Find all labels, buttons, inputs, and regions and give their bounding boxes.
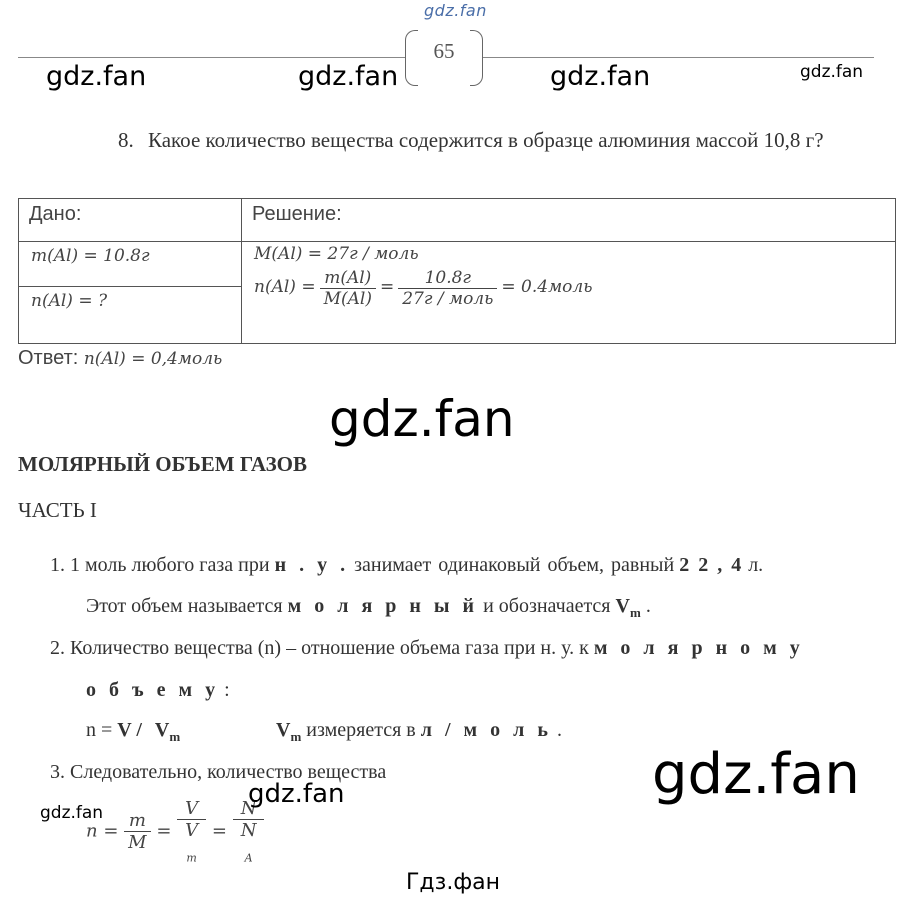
item-1-symbol-m: m (629, 605, 641, 620)
section-title: МОЛЯРНЫЙ ОБЪЕМ ГАЗОВ (18, 452, 307, 476)
frac-v-num: V (177, 798, 206, 820)
item-1-text-f: Этот объем называется (86, 595, 283, 617)
question-number: 8. (118, 128, 134, 152)
watermark-header-1: gdz.fan (46, 61, 147, 92)
part-title: ЧАСТЬ I (18, 498, 97, 522)
item-2-text-a: Количество вещества (n) – отношение объема газа при н. у. к (70, 637, 589, 659)
formula-frac-m (124, 810, 150, 853)
item-1-line-2 (86, 595, 651, 621)
item-3-number: 3. (50, 761, 65, 783)
frac1-denominator: M(Al) (323, 289, 372, 309)
formula-eq-2: = (211, 820, 227, 842)
watermark-formula-small: gdz.fan (40, 803, 104, 823)
frac2-numerator: 10.8г (398, 268, 497, 289)
question-text: Какое количество вещества содержится в образце алюминия массой 10,8 г? (148, 128, 824, 152)
item-1-answer-molar: м о л я р н ы й (287, 595, 479, 617)
molar-mass-line: M(Al) = 27г / моль (254, 244, 419, 264)
answer-line (18, 347, 222, 370)
units-period: . (556, 719, 562, 741)
watermark-header-small: gdz.fan (800, 62, 864, 82)
frac-n-den-sub: A (244, 851, 253, 865)
page-number: 65 (433, 39, 455, 63)
item-1-text-e: л. (748, 554, 764, 576)
quantity-formula (86, 798, 264, 865)
given-cell-1 (19, 242, 242, 287)
given-mass: m(Al) = 10.8г (31, 246, 150, 266)
frac2-denominator: 27г / моль (402, 289, 494, 309)
watermark-center: gdz.fan (329, 390, 515, 448)
item-1-text-h: и обозначается (483, 595, 611, 617)
frac-n-num: N (233, 798, 265, 820)
calc-result: = 0.4моль (501, 277, 593, 298)
units-v: V (276, 719, 291, 741)
item-2-line-1 (50, 637, 804, 660)
fraction-mass-over-molar (320, 268, 376, 309)
item-1-symbol-v: V (615, 595, 630, 617)
frac1-numerator: m(Al) (320, 268, 376, 289)
item-1-answer-volume: 2 2 , 4 (679, 554, 744, 576)
watermark-header-3: gdz.fan (550, 61, 651, 92)
frac-n-den: N (240, 820, 257, 841)
formula-v-sub: m (169, 729, 181, 744)
frac-v-den: V (185, 820, 199, 841)
item-2-answer-volume: о б ъ е м у (86, 679, 220, 701)
watermark-formula-med: gdz.fan (248, 779, 345, 809)
item-1-line-1 (50, 554, 763, 577)
question-8 (118, 124, 893, 156)
formula-n-eq: n = (86, 719, 113, 741)
solution-table (18, 198, 896, 344)
answer-value: n(Al) = 0,4моль (83, 349, 223, 369)
formula-n: n = (86, 820, 119, 842)
item-1-number: 1. (50, 554, 65, 576)
fraction-values (398, 268, 497, 309)
frac-m-den: M (128, 831, 147, 853)
frac-m-num: m (124, 810, 150, 832)
watermark-header-2: gdz.fan (298, 61, 399, 92)
units-answer: л / м о л ь (420, 719, 552, 741)
given-cell-2 (19, 287, 242, 344)
item-2-number: 2. (50, 637, 65, 659)
item-1-text-a: 1 моль любого газа при (70, 554, 270, 576)
item-1-period: . (645, 595, 651, 617)
solution-header: Решение: (242, 199, 896, 242)
units-v-sub: m (290, 729, 302, 744)
watermark-footer: Гдз.фан (406, 870, 500, 895)
item-3-text: Следовательно, количество вещества (70, 761, 387, 783)
solution-cell (242, 242, 896, 344)
formula-v: V (154, 719, 170, 741)
frac-v-den-sub: m (186, 851, 197, 865)
page-number-box (405, 30, 483, 84)
given-unknown: n(Al) = ? (31, 291, 108, 311)
answer-label: Ответ: (18, 347, 79, 369)
calc-line: n(Al) = $\frac{m(Al)}{M(Al)}$ = $\frac{10.8г}{\text{27г / моль}}$ = 0.4моль (254, 268, 593, 309)
item-2-colon: : (224, 679, 230, 701)
calc-lhs: n(Al) = (254, 277, 316, 298)
watermark-top: gdz.fan (424, 1, 487, 20)
item-1-answer-nu: н . у . (274, 554, 350, 576)
item-2-line-2 (86, 679, 230, 702)
item-2-answer-molar: м о л я р н о м у (593, 637, 804, 659)
item-1-text-c: занимает одинаковый объем, равный (354, 554, 675, 576)
units-text: измеряется в (306, 719, 416, 741)
watermark-right-large: gdz.fan (652, 742, 860, 807)
item-2-formula (86, 719, 180, 745)
formula-v-slash: V / (117, 719, 142, 741)
given-header: Дано: (19, 199, 242, 242)
item-2-units (276, 719, 562, 745)
formula-frac-v (177, 798, 206, 865)
formula-eq-1: = (156, 820, 172, 842)
